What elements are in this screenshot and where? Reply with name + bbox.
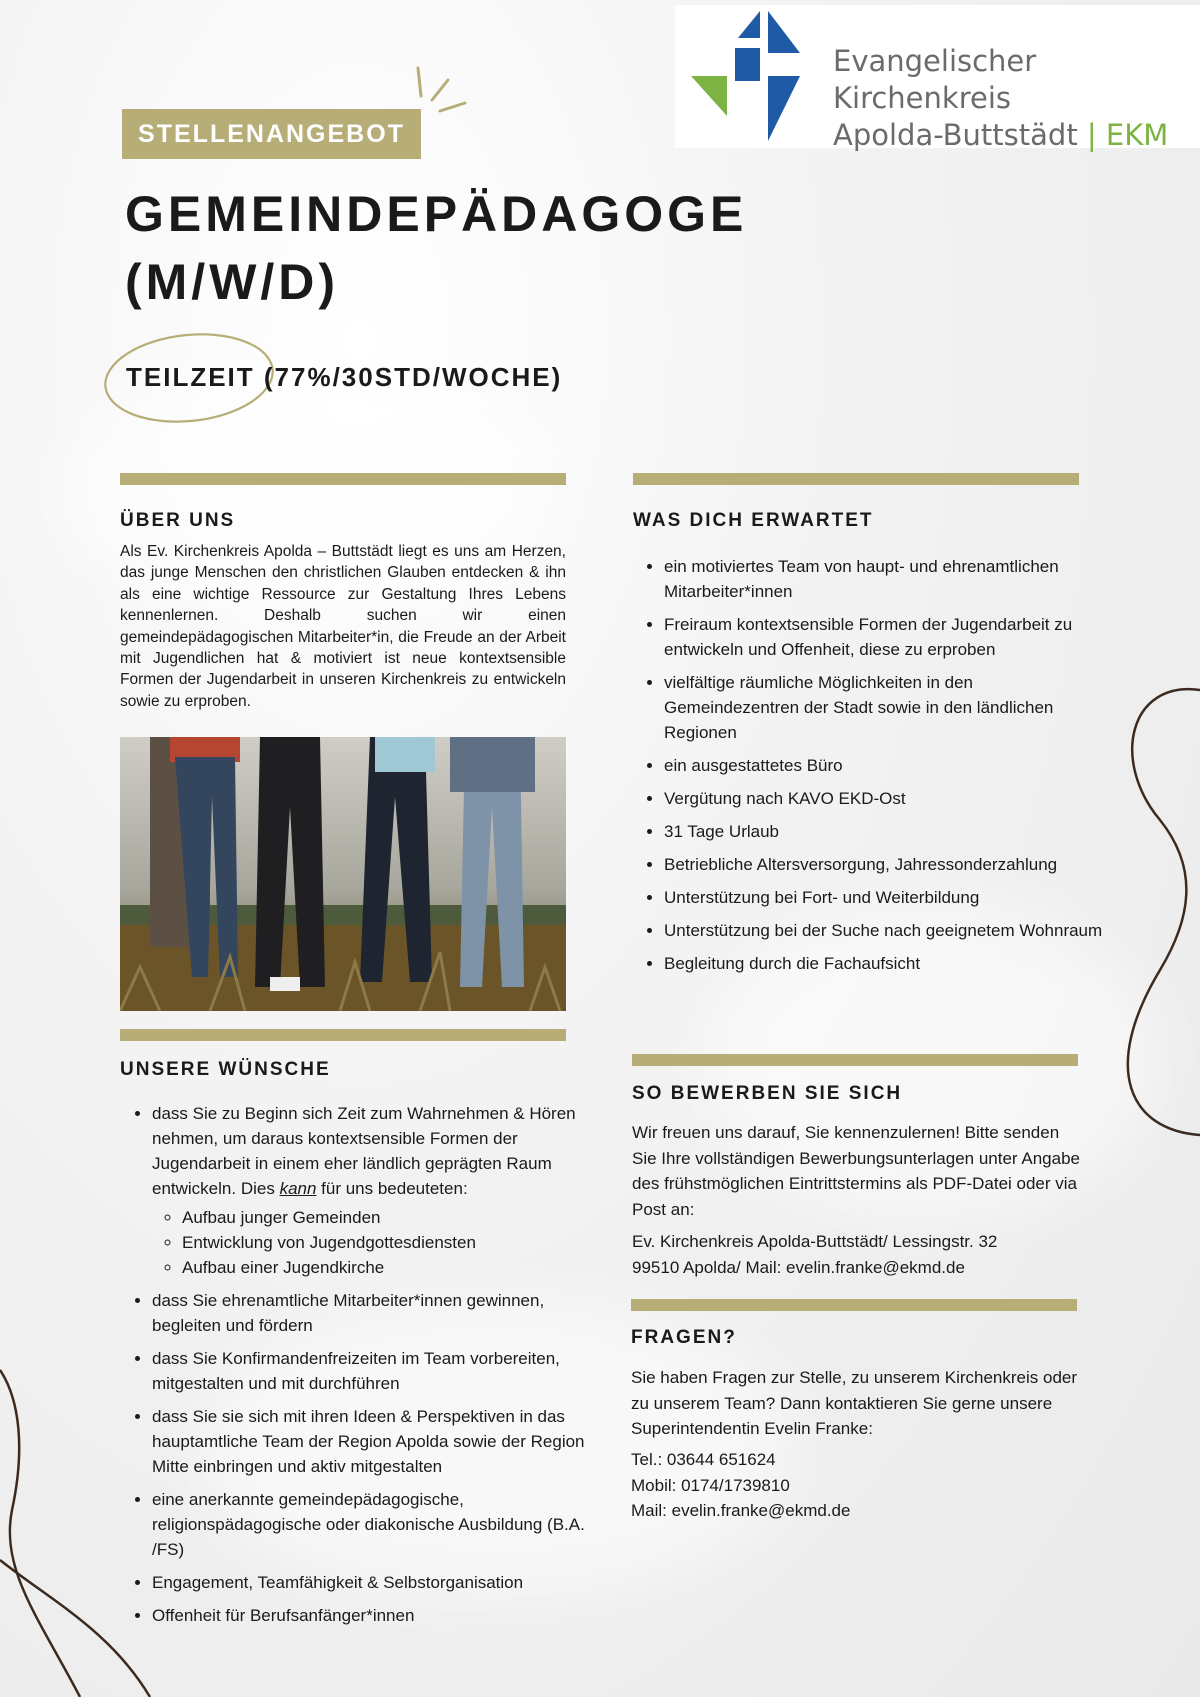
title-line2: (M/W/D): [125, 254, 340, 310]
ueber-uns-text: Als Ev. Kirchenkreis Apolda – Buttstädt liegt es uns am Herzen, das junge Menschen den christlichen Glauben entdecken & ihn als eine wichtige Ressource zur Gestaltung Ihres Lebens kennenlernen. Deshalb suchen wir einen gemeindepädagogischen Mitarbeiter*in, die Freude an der Arbeit mit Jugendlichen hat & motiviert ist neue kontextsensible Formen der Jugendarbeit in unseren Kirchenkreis zu entwickeln sowie zu erproben.: [120, 543, 566, 710]
cross-logo-icon: [690, 8, 820, 143]
logo-apolda: Apolda-Buttstädt: [833, 118, 1078, 152]
list-item: • dass Sie sie sich mit ihren Ideen & Perspektiven in das hauptamtliche Team der Region Apolda sowie der Region Mitte einbringen und aktiv mitgestalten: [152, 1404, 598, 1479]
page-title: [125, 180, 747, 316]
contact-block: [631, 1447, 1081, 1524]
fragen-text: Sie haben Fragen zur Stelle, zu unserem Kirchenkreis oder zu unserem Team? Dann kontaktieren Sie gerne unsere Superintendentin Evelin Franke:: [631, 1368, 1078, 1438]
list-item: • vielfältige räumliche Möglichkeiten in den Gemeindezentren der Stadt sowie in den ländlichen Regionen: [664, 670, 1112, 745]
list-item-emphasis: kann: [279, 1179, 317, 1198]
heading-unsere-wuensche: UNSERE WÜNSCHE: [120, 1059, 331, 1080]
logo-line2: [833, 117, 1200, 154]
logo-separator: |: [1086, 118, 1097, 152]
divider: [120, 1029, 566, 1041]
list-item: • ein ausgestattetes Büro: [664, 753, 1112, 778]
address-line: Ev. Kirchenkreis Apolda-Buttstädt/ Lessingstr. 32: [632, 1232, 998, 1251]
youth-photo: [120, 737, 566, 1011]
badge-stellenangebot: STELLENANGEBOT: [122, 109, 421, 159]
logo-line1: Evangelischer Kirchenkreis: [833, 44, 1037, 115]
list-item: • Offenheit für Berufsanfänger*innen: [152, 1603, 598, 1628]
contact-mobil: Mobil: 0174/1739810: [631, 1475, 790, 1495]
list-item: • dass Sie Konfirmandenfreizeiten im Team vorbereiten, mitgestalten und mit durchführen: [152, 1346, 598, 1396]
sub-list-item: ◦ Entwicklung von Jugendgottesdiensten: [182, 1230, 598, 1255]
list-item: • Vergütung nach KAVO EKD-Ost: [664, 786, 1112, 811]
list-item-text: für uns bedeuteten:: [316, 1179, 468, 1198]
title-line1: GEMEINDEPÄDAGOGE: [125, 186, 748, 242]
logo-ekm: EKM: [1105, 118, 1169, 152]
logo: [675, 5, 1200, 152]
heading-ueber-uns: ÜBER UNS: [120, 510, 236, 531]
list-item-text: dass Sie zu Beginn sich Zeit zum Wahrnehmen & Hören nehmen, um daraus kontextsensible Formen der Jugendarbeit in einem eher ländlich geprägten Raum entwickeln. Dies: [152, 1104, 576, 1198]
list-item: • Unterstützung bei Fort- und Weiterbildung: [664, 885, 1112, 910]
heading-fragen: FRAGEN?: [631, 1327, 737, 1348]
list-item: • eine anerkannte gemeindepädagogische, religionspädagogische oder diakonische Ausbildung (B.A. /FS): [152, 1487, 598, 1562]
list-item: • Begleitung durch die Fachaufsicht: [664, 951, 1112, 976]
list-item: • Unterstützung bei der Suche nach geeignetem Wohnraum: [664, 918, 1112, 943]
sub-list: [152, 1205, 598, 1280]
sub-list-item: ◦ Aufbau einer Jugendkirche: [182, 1255, 598, 1280]
list-item: • Betriebliche Altersversorgung, Jahressonderzahlung: [664, 852, 1112, 877]
logo-text: [833, 43, 1200, 154]
bewerben-address: [632, 1229, 1082, 1280]
divider: [633, 473, 1079, 485]
divider: [631, 1299, 1077, 1311]
sub-list-item: ◦ Aufbau junger Gemeinden: [182, 1205, 598, 1230]
divider: [120, 473, 566, 485]
list-item: • Engagement, Teamfähigkeit & Selbstorganisation: [152, 1570, 598, 1595]
subtitle-teilzeit: TEILZEIT (77%/30STD/WOCHE): [126, 362, 563, 392]
wuensche-list: [120, 1101, 598, 1636]
divider: [632, 1054, 1078, 1066]
contact-mail: Mail: evelin.franke@ekmd.de: [631, 1501, 851, 1520]
heading-so-bewerben: SO BEWERBEN SIE SICH: [632, 1083, 903, 1104]
list-item: • ein motiviertes Team von haupt- und ehrenamtlichen Mitarbeiter*innen: [664, 554, 1112, 604]
contact-tel: Tel.: 03644 651624: [631, 1450, 776, 1469]
heading-was-dich-erwartet: WAS DICH ERWARTET: [633, 510, 874, 531]
list-item: • dass Sie ehrenamtliche Mitarbeiter*innen gewinnen, begleiten und fördern: [152, 1288, 598, 1338]
bewerben-text: Wir freuen uns darauf, Sie kennenzulernen! Bitte senden Sie Ihre vollständigen Bewerbungsunterlagen unter Angabe des frühstmöglichen Eintrittstermins als PDF-Datei oder via Post an:: [632, 1123, 1080, 1219]
erwartet-list: [632, 554, 1112, 984]
list-item: • Freiraum kontextsensible Formen der Jugendarbeit zu entwickeln und Offenheit, diese zu erproben: [664, 612, 1112, 662]
address-line: 99510 Apolda/ Mail: evelin.franke@ekmd.de: [632, 1257, 965, 1277]
list-item: [152, 1101, 598, 1280]
list-item: • 31 Tage Urlaub: [664, 819, 1112, 844]
